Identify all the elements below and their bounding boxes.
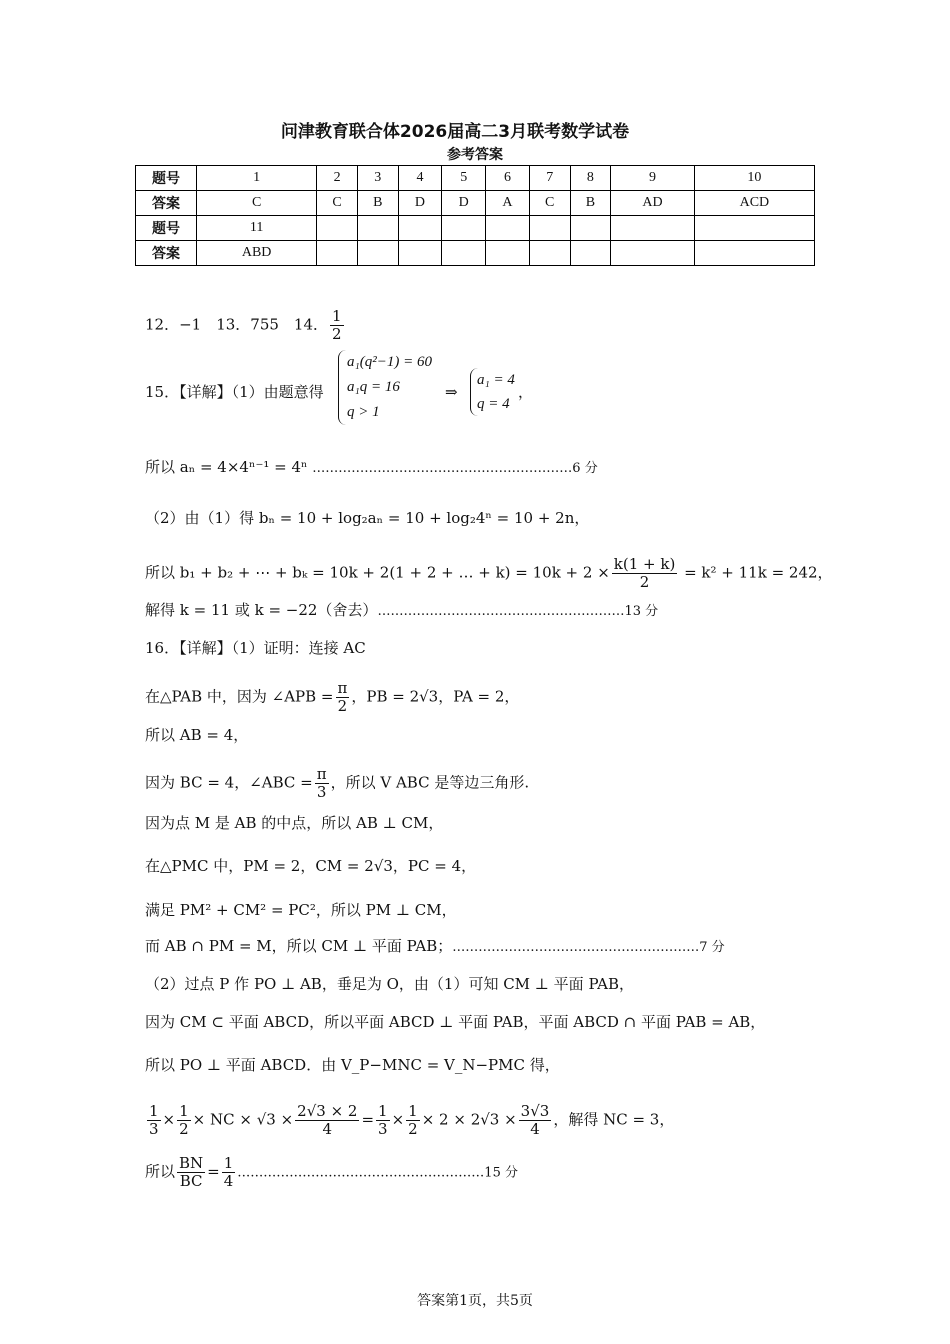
q15-system (338, 350, 432, 425)
table-cell: 4 (398, 166, 442, 191)
table-cell: 6 (486, 166, 530, 191)
table-cell (486, 241, 530, 266)
table-header-cell: 答案 (136, 241, 197, 266)
table-row (136, 216, 815, 241)
table-cell: D (442, 191, 486, 216)
table-cell (398, 216, 442, 241)
fraction: $\frac{\pi}{3}$ (316, 765, 327, 801)
table-cell: 3 (357, 166, 398, 191)
table-cell (442, 216, 486, 241)
system-eq-1: a₁(q²−1) = 60 (347, 354, 432, 370)
fraction: $\frac{1}{3}$ (378, 1102, 388, 1138)
table-cell: C (529, 191, 570, 216)
score-mark: …………………………………………………15 分 (237, 1165, 518, 1181)
q15-part2: （2）由（1）得 bₙ = 10 + log₂aₙ = 10 + log₂4ⁿ = 10 + 2n， (145, 509, 590, 527)
table-cell (442, 241, 486, 266)
q15-an-line: 所以 aₙ = 4×4ⁿ⁻¹ = 4ⁿ ……………………………………………………6 分 (145, 458, 598, 476)
table-cell: A (486, 191, 530, 216)
table-cell (398, 241, 442, 266)
table-row (136, 166, 815, 191)
table-cell (694, 216, 814, 241)
table-cell: B (570, 191, 611, 216)
score-mark: …………………………………………………7 分 (452, 940, 725, 955)
table-cell (570, 216, 611, 241)
table-cell: 2 (317, 166, 358, 191)
table-cell (357, 241, 398, 266)
table-cell (570, 241, 611, 266)
table-cell: 11 (197, 216, 317, 241)
q16-intro: 16．【详解】（1）证明：连接 AC (145, 639, 366, 657)
result-eq-2: q = 4 (477, 396, 510, 412)
fraction: $\frac{k(1 + k)}{2}$ (613, 555, 676, 591)
table-cell (317, 241, 358, 266)
table-row (136, 191, 815, 216)
q16-line-b: 所以 AB = 4， (145, 726, 249, 744)
page-title: 问津教育联合体2026届高二3月联考数学试卷 (280, 122, 630, 142)
answers-12-14-text: 12．−1 13．755 14． (145, 315, 329, 334)
table-cell: B (357, 191, 398, 216)
fraction: $\frac{1}{2}$ (179, 1102, 189, 1138)
table-cell (317, 216, 358, 241)
table-cell (486, 216, 530, 241)
q15-solve-line: 解得 k = 11 或 k = −22（舍去）…………………………………………………13 分 (145, 601, 659, 619)
table-cell: 5 (442, 166, 486, 191)
comma: ， (518, 383, 534, 401)
table-cell: ACD (694, 191, 814, 216)
fraction: $\frac{BN}{BC}$ (179, 1154, 204, 1190)
table-cell: C (197, 191, 317, 216)
answer-table (135, 165, 815, 266)
q16-line-i: 因为 CM ⊂ 平面 ABCD，所以平面 ABCD ⊥ 平面 PAB，平面 ABCD ∩ 平面 PAB = AB， (145, 1013, 766, 1031)
q16-line-j: 所以 PO ⊥ 平面 ABCD．由 V_P−MNC = V_N−PMC 得， (145, 1056, 560, 1074)
table-cell (611, 241, 695, 266)
answers-12-14 (145, 308, 346, 343)
q16-line-f: 满足 PM² + CM² = PC²，所以 PM ⊥ CM， (145, 901, 457, 919)
table-cell: AD (611, 191, 695, 216)
fraction: $\frac{1}{2}$ (332, 307, 342, 343)
q16-line-d: 因为点 M 是 AB 的中点，所以 AB ⊥ CM， (145, 814, 444, 832)
table-cell (529, 241, 570, 266)
fraction: $\frac{1}{4}$ (223, 1154, 234, 1190)
table-cell: ABD (197, 241, 317, 266)
q16-line-h: （2）过点 P 作 PO ⊥ AB，垂足为 O，由（1）可知 CM ⊥ 平面 PAB， (145, 975, 635, 993)
system-eq-3: q > 1 (347, 404, 380, 420)
table-cell (357, 216, 398, 241)
table-cell: 1 (197, 166, 317, 191)
table-header-cell: 答案 (136, 191, 197, 216)
q16-line-g: 而 AB ∩ PM = M，所以 CM ⊥ 平面 PAB；…………………………………………………7 分 (145, 937, 725, 955)
table-cell (611, 216, 695, 241)
q15-sum-line: 所以 b₁ + b₂ + ⋯ + bₖ = 10k + 2(1 + 2 + … + k) = 10k + 2 × $\frac{k(1 + k)}{2}$ = k² + 11k = 242， (145, 555, 833, 591)
q16-line-k: $\frac{1}{3}$ × $\frac{1}{2}$ × NC × √3 × $\frac{2√3 \times 2}{4}$ = $\frac{1}{3}$ × $\frac{1}{2}$ × 2 × 2√3 × $\frac{3√3}{4}$ ，解得 NC = 3， (149, 1102, 675, 1138)
q16-line-l: 所以 $\frac{BN}{BC}$ = $\frac{1}{4}$ …………………………………………………15 分 (145, 1154, 518, 1190)
fraction: $\frac{2√3 \times 2}{4}$ (297, 1102, 358, 1138)
table-cell: C (317, 191, 358, 216)
table-cell: 10 (694, 166, 814, 191)
table-header-cell: 题号 (136, 216, 197, 241)
table-row (136, 241, 815, 266)
result-eq-1: a₁ = 4 (477, 372, 515, 388)
score-mark: …………………………………………………13 分 (377, 604, 659, 619)
fraction: $\frac{3√3}{4}$ (520, 1102, 550, 1138)
system-eq-2: a₁q = 16 (347, 379, 400, 395)
table-cell: 9 (611, 166, 695, 191)
table-cell: 7 (529, 166, 570, 191)
table-cell (529, 216, 570, 241)
score-mark: ……………………………………………………6 分 (312, 461, 598, 476)
fraction: $\frac{1}{2}$ (408, 1102, 418, 1138)
fraction: $\frac{\pi}{2}$ (337, 679, 348, 715)
q16-line-c: 因为 BC = 4，∠ABC = $\frac{\pi}{3}$ ，所以 V ABC 是等边三角形. (145, 765, 530, 801)
q16-line-a: 在△PAB 中，因为 ∠APB = $\frac{\pi}{2}$ ，PB = 2√3，PA = 2， (145, 679, 520, 715)
page-footer: 答案第1页，共5页 (417, 1293, 533, 1309)
fraction: $\frac{1}{3}$ (149, 1102, 159, 1138)
table-cell (694, 241, 814, 266)
q15-intro: 15．【详解】（1）由题意得 (145, 383, 324, 401)
implies-arrow: ⇒ (445, 383, 458, 401)
table-header-cell: 题号 (136, 166, 197, 191)
table-cell: D (398, 191, 442, 216)
page-subtitle: 参考答案 (447, 147, 503, 163)
table-cell: 8 (570, 166, 611, 191)
q16-line-e: 在△PMC 中，PM = 2，CM = 2√3，PC = 4， (145, 857, 477, 875)
q15-result (470, 368, 515, 416)
